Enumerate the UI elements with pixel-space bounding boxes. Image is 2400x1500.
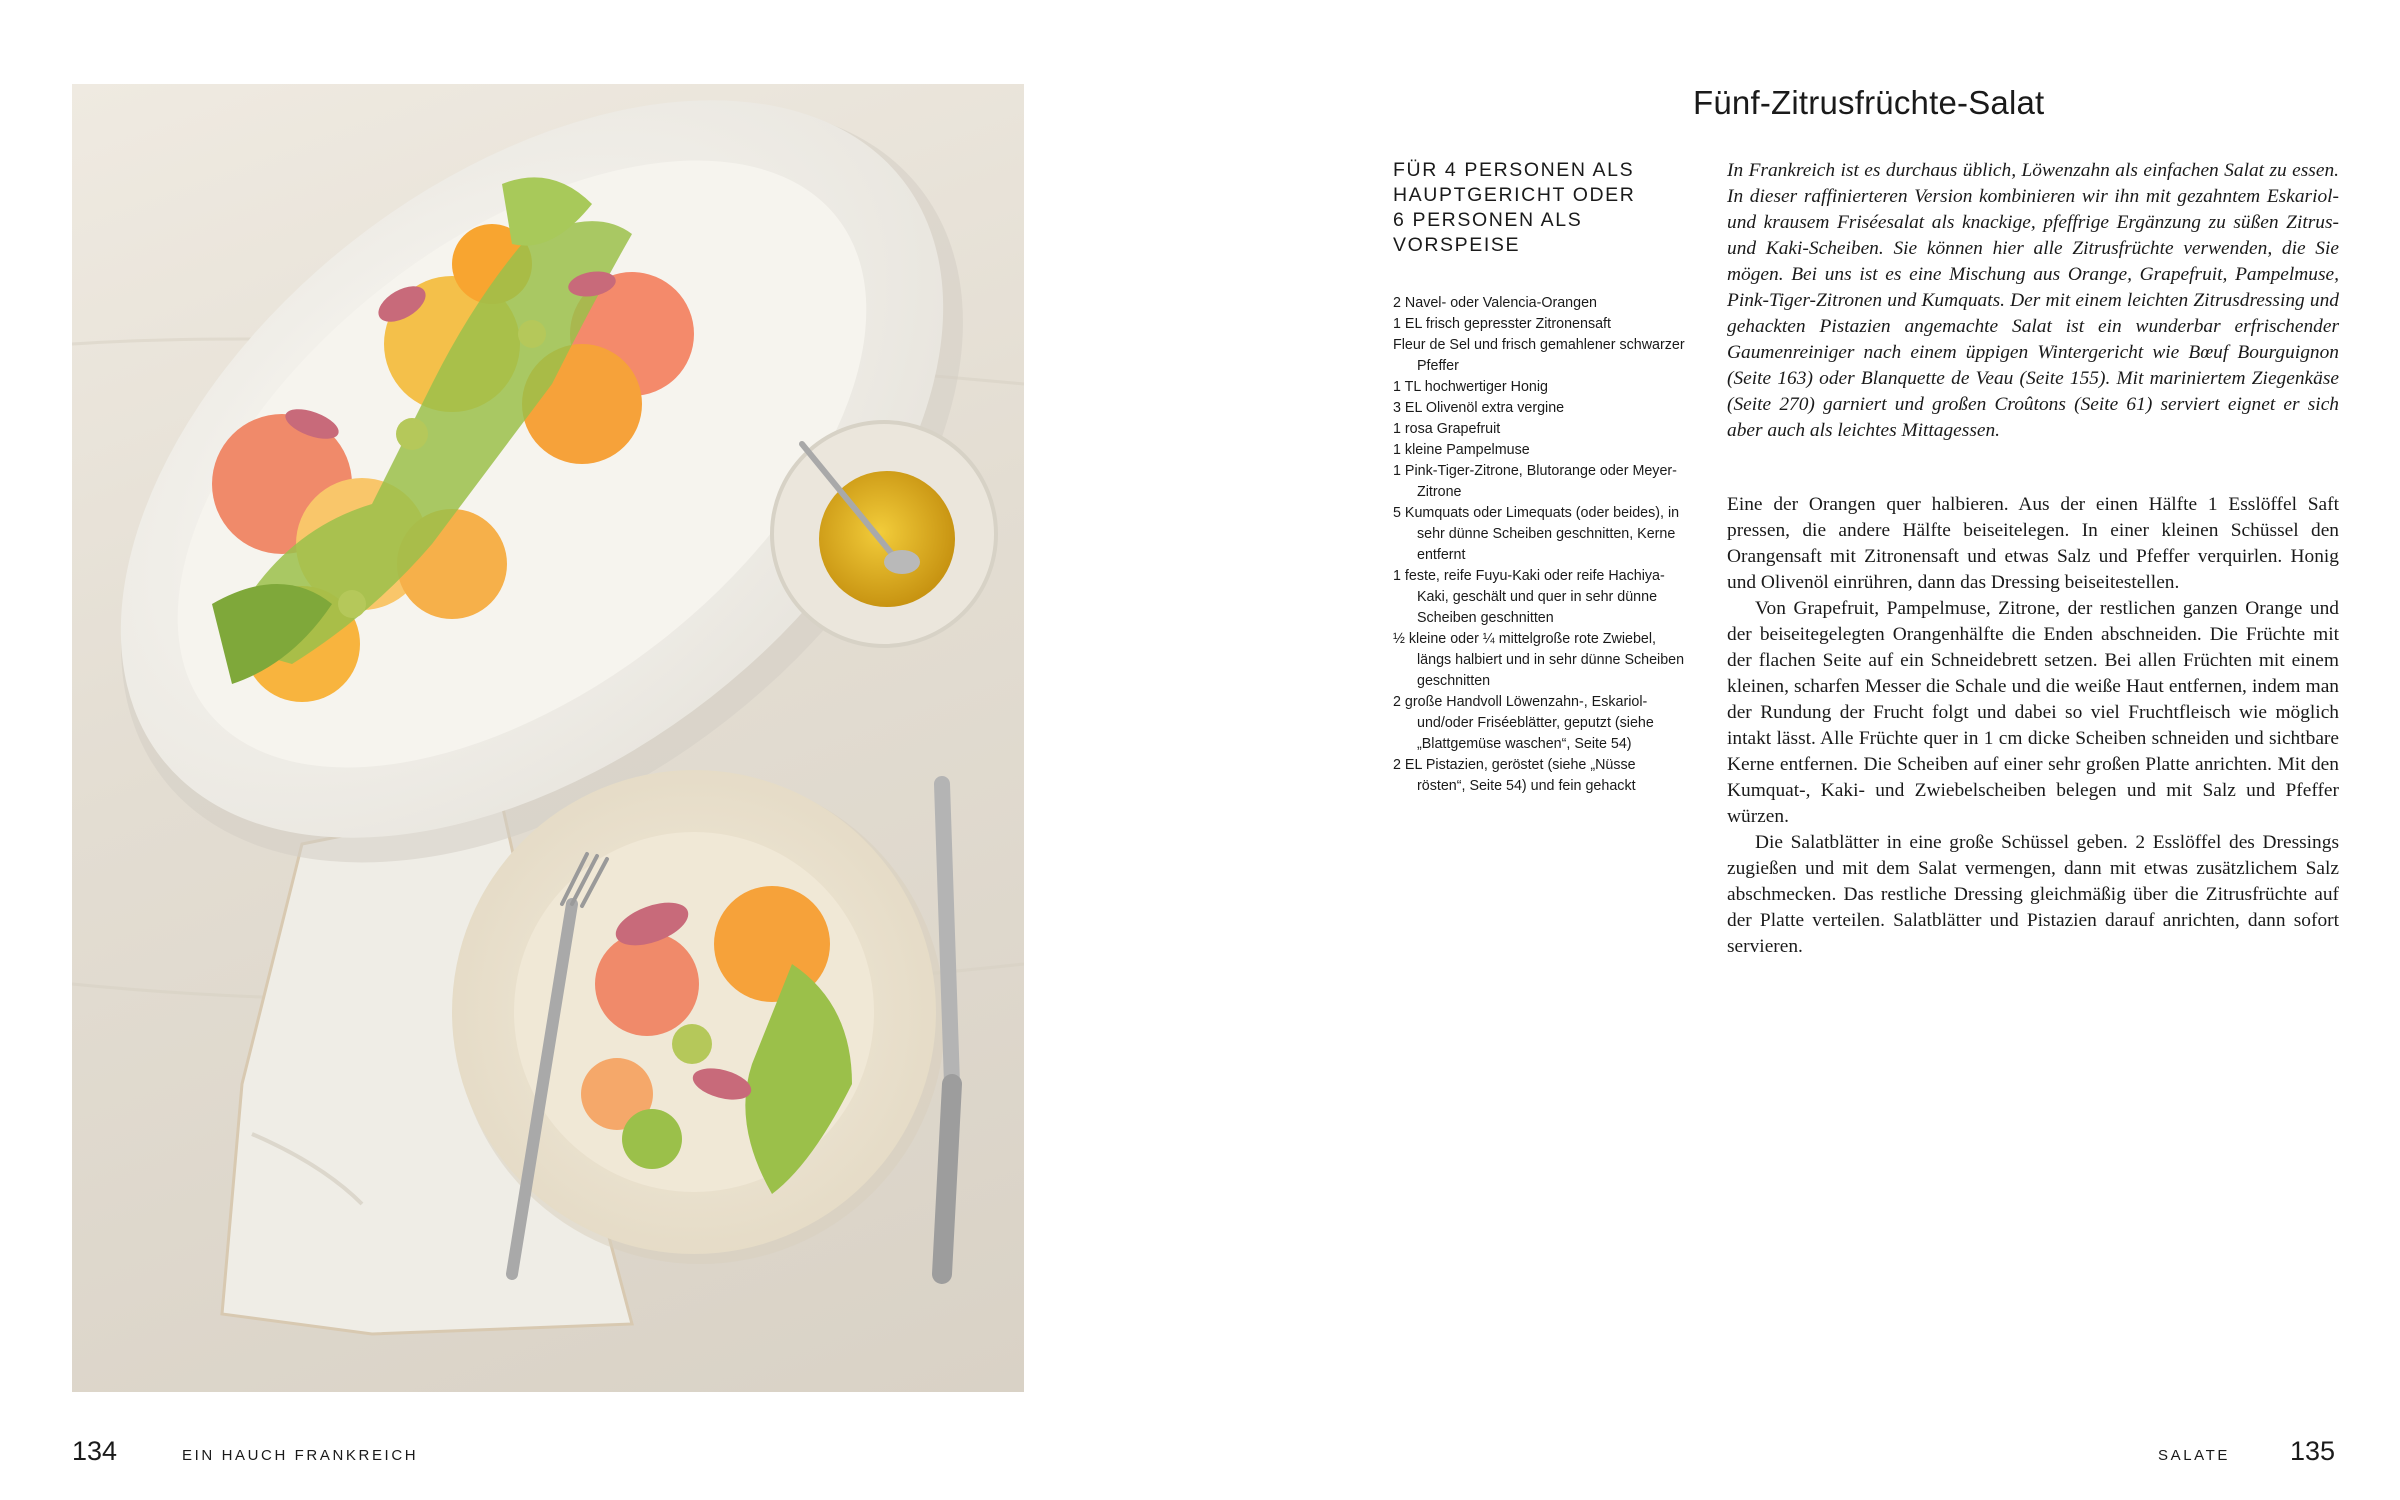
ingredient-item: 1 Pink-Tiger-Zitrone, Blutorange oder Meyer-Zitrone: [1393, 463, 1677, 500]
servings: FÜR 4 PERSONEN ALS HAUPTGERICHT ODER 6 PERSONEN ALS VORSPEISE: [1393, 159, 1636, 256]
ingredient-list: [1393, 293, 1685, 797]
method-paragraph: Eine der Orangen quer halbieren. Aus der einen Hälfte 1 Esslöffel Saft pressen, die andere Hälfte beiseitelegen. In einer kleinen Schüssel den Orangensaft mit Zitronensaft und etwas Salz und Pfeffer verquirlen. Honig und Olivenöl einrühren, dann das Dressing beiseitestellen.: [1727, 494, 2339, 593]
recipe-title: Fünf-Zitrusfrüchte-Salat: [1693, 84, 2045, 121]
knife: [942, 784, 952, 1274]
running-head-right: SALATE: [2158, 1447, 2231, 1464]
method-text: [1727, 492, 2339, 960]
intro-text: In Frankreich ist es durchaus üblich, Löwenzahn als einfachen Salat zu essen. In dieser raffinierteren Version kombinieren wir ihn mit gezahntem Eskariol- und krausem Friséesalat als knackige, pfeffrige Ergänzung zu süßen Zitrus- und Kaki-Scheiben. Sie können hier alle Zitrusfrüchte verwenden, die Sie mögen. Bei uns ist es eine Mischung aus Orange, Grapefruit, Pampelmuse, Pink-Tiger-Zitronen und Kumquats. Der mit einem leichten Zitrusdressing und gehackten Pistazien angemachte Salat ist ein wunderbar erfrischender Gaumenreiniger nach einem üppigen Wintergericht wie Bœuf Bourguignon (Seite 163) oder Blanquette de Veau (Seite 155). Mit mariniertem Ziegenkäse (Seite 270) garniert und großen Croûtons (Seite 61) serviert eignet er sich aber auch als leichtes Mittagessen.: [1727, 160, 2339, 441]
ingredient-item: 1 rosa Grapefruit: [1393, 421, 1501, 437]
dressing-bowl: [772, 422, 996, 646]
ingredient-item: 2 EL Pistazien, geröstet (siehe „Nüsse rösten“, Seite 54) und fein gehackt: [1393, 757, 1636, 794]
ingredient-item: ½ kleine oder ¼ mittelgroße rote Zwiebel, längs halbiert und in sehr dünne Scheiben geschnitten: [1393, 631, 1685, 689]
ingredient-item: 5 Kumquats oder Limequats (oder beides), in sehr dünne Scheiben geschnitten, Kerne entfernt: [1393, 505, 1680, 563]
page-number-left: 134: [72, 1436, 118, 1466]
ingredient-item: 2 große Handvoll Löwenzahn-, Eskariol- und/oder Friséeblätter, geputzt (siehe „Blattgemüse waschen“, Seite 54): [1393, 694, 1654, 752]
ingredient-item: 1 EL frisch gepresster Zitronensaft: [1393, 316, 1611, 332]
ingredient-item: Fleur de Sel und frisch gemahlener schwarzer Pfeffer: [1393, 337, 1685, 374]
method-paragraph: Von Grapefruit, Pampelmuse, Zitrone, der restlichen ganzen Orange und der beiseitegelegten Orangenhälfte die Enden abschneiden. Die Früchte mit der flachen Seite auf ein Schneidebrett setzen. Bei allen Früchten mit einem kleinen, scharfen Messer die Schale und die weiße Haut entfernen, indem man der Rundung der Frucht folgt und dabei so viel Fruchtfleisch wie möglich intakt lässt. Alle Früchte quer in 1 cm dicke Scheiben schneiden und sichtbare Kerne entfernen. Die Scheiben auf einer sehr großen Platte anrichten. Mit den Kumquat-, Kaki- und Zwiebelscheiben belegen und mit Salz und Pfeffer würzen.: [1727, 598, 2339, 827]
ingredient-item: 2 Navel- oder Valencia-Orangen: [1393, 295, 1597, 311]
salad-photo: [72, 84, 1024, 1392]
ingredient-item: 1 feste, reife Fuyu-Kaki oder reife Hachiya-Kaki, geschält und quer in sehr dünne Scheiben geschnitten: [1393, 568, 1665, 626]
ingredient-item: 3 EL Olivenöl extra vergine: [1393, 400, 1565, 416]
page-number-right: 135: [2290, 1436, 2336, 1466]
method-paragraph: Die Salatblätter in eine große Schüssel geben. 2 Esslöffel des Dressings zugießen und mit dem Salat vermengen, dann mit etwas zusätzlichem Salz abschmecken. Das restliche Dressing gleichmäßig über die Zitrusfrüchte auf der Platte verteilen. Salatblätter und Pistazien darauf anrichten, dann sofort servieren.: [1727, 832, 2339, 957]
ingredient-item: 1 TL hochwertiger Honig: [1393, 379, 1548, 395]
ingredient-item: 1 kleine Pampelmuse: [1393, 442, 1530, 458]
running-head-left: EIN HAUCH FRANKREICH: [182, 1447, 419, 1464]
